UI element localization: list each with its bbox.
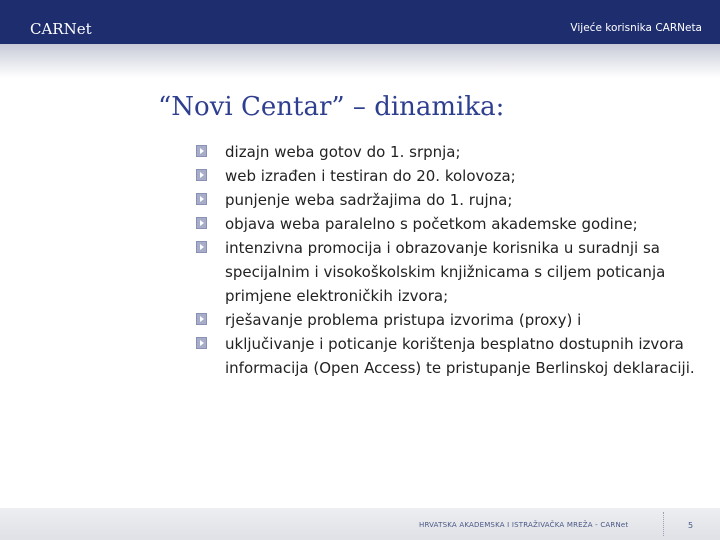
bullet-item <box>196 140 696 164</box>
bullet-arrow-icon <box>196 217 207 229</box>
page-number: 5 <box>688 521 694 530</box>
bullet-text: web izrađen i testiran do 20. kolovoza; <box>225 167 516 185</box>
bullet-text: rješavanje problema pristupa izvorima (proxy) i <box>225 311 582 329</box>
organization-label: Vijeće korisnika CARNeta <box>570 22 702 34</box>
bullet-arrow-icon <box>196 241 207 253</box>
bullet-item <box>196 308 696 332</box>
bullet-text: punjenje weba sadržajima do 1. rujna; <box>225 191 513 209</box>
bullet-list <box>196 140 696 380</box>
bullet-text: intenzivna promocija i obrazovanje korisnika u suradnji sa specijalnim i visokoškolskim knjižnicama s ciljem poticanja primjene elektroničkih izvora; <box>225 239 666 305</box>
brand-logo-text: CARNet <box>30 20 92 38</box>
footer-divider <box>663 512 664 536</box>
bullet-item <box>196 188 696 212</box>
bullet-item <box>196 212 696 236</box>
bullet-arrow-icon <box>196 313 207 325</box>
bullet-arrow-icon <box>196 193 207 205</box>
bullet-item <box>196 236 696 308</box>
bullet-arrow-icon <box>196 145 207 157</box>
bullet-text: dizajn weba gotov do 1. srpnja; <box>225 143 461 161</box>
header-gradient <box>0 44 720 78</box>
bullet-item <box>196 164 696 188</box>
bullet-text: uključivanje i poticanje korištenja besplatno dostupnih izvora informacija (Open Access) te pristupanje Berlinskoj deklaraciji. <box>225 335 695 377</box>
footer-network-label: HRVATSKA AKADEMSKA I ISTRAŽIVAČKA MREŽA - CARNet <box>419 521 629 529</box>
bullet-arrow-icon <box>196 169 207 181</box>
bullet-arrow-icon <box>196 337 207 349</box>
bullet-text: objava weba paralelno s početkom akademske godine; <box>225 215 638 233</box>
slide-title: “Novi Centar” – dinamika: <box>158 92 505 122</box>
bullet-item <box>196 332 696 380</box>
